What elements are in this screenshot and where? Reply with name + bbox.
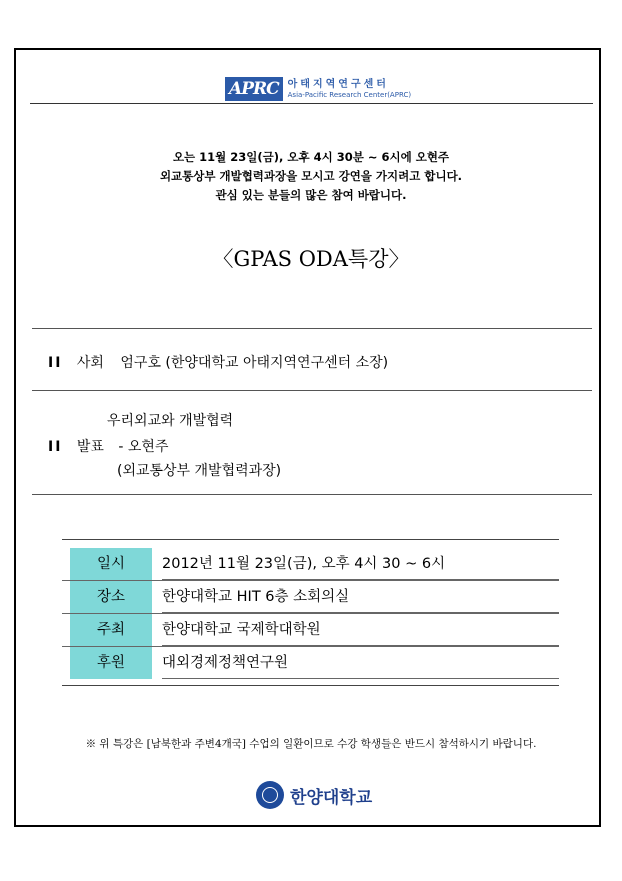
bullet-mark: II (48, 439, 63, 455)
intro-paragraph (0, 148, 622, 205)
info-value: 한양대학교 국제학대학원 (162, 614, 559, 646)
info-row-sponsor (62, 647, 559, 679)
info-key: 주최 (70, 614, 152, 646)
info-row-date (62, 548, 559, 581)
university-name: 한양대학교 (290, 787, 373, 808)
presentation-row (48, 436, 168, 456)
bullet-mark: II (48, 355, 63, 371)
moderator-label: 사회 (76, 355, 104, 371)
university-seal-icon (256, 781, 284, 809)
university-logo (256, 781, 372, 809)
section-divider (32, 390, 592, 391)
intro-line-2: 외교통상부 개발협력과장을 모시고 강연을 가지려고 합니다. (159, 169, 463, 183)
header-divider (30, 103, 593, 104)
info-value: 대외경제정책연구원 (162, 647, 559, 679)
event-info-table (62, 539, 559, 679)
aprc-logo-english: Asia-Pacific Research Center(APRC) (287, 90, 412, 99)
section-divider (32, 328, 592, 329)
intro-line-3: 관심 있는 분들의 많은 참여 바랍니다. (215, 188, 407, 202)
info-key: 장소 (70, 581, 152, 613)
aprc-logo-korean: 아태지역연구센터 (287, 78, 389, 90)
info-table-bottom-rule (62, 685, 559, 686)
info-value: 2012년 11월 23일(금), 오후 4시 30 ~ 6시 (162, 548, 559, 580)
info-key: 일시 (70, 548, 152, 580)
section-divider (32, 494, 592, 495)
aprc-logo-mark: APRC (225, 77, 283, 101)
lecture-title: 〈GPAS ODA특강〉 (212, 247, 410, 271)
intro-line-1: 오는 11월 23일(금), 오후 4시 30분 ~ 6시에 오현주 (172, 150, 450, 164)
aprc-logo (225, 76, 411, 102)
attendance-notice: ※ 위 특강은 [남북한과 주변4개국] 수업의 일환이므로 수강 학생들은 반드시 참석하시기 바랍니다. (85, 738, 537, 750)
presentation-affiliation: (외교통상부 개발협력과장) (117, 463, 282, 479)
presentation-speaker: - 오현주 (118, 439, 169, 455)
info-row-place (62, 581, 559, 614)
moderator-row (48, 352, 388, 372)
info-row-host (62, 614, 559, 647)
presentation-topic: 우리외교와 개발협력 (107, 413, 234, 429)
presentation-label: 발표 (76, 439, 104, 455)
info-value: 한양대학교 HIT 6층 소회의실 (162, 581, 559, 613)
info-key: 후원 (70, 647, 152, 679)
moderator-text: 엄구호 (한양대학교 아태지역연구센터 소장) (120, 355, 389, 371)
